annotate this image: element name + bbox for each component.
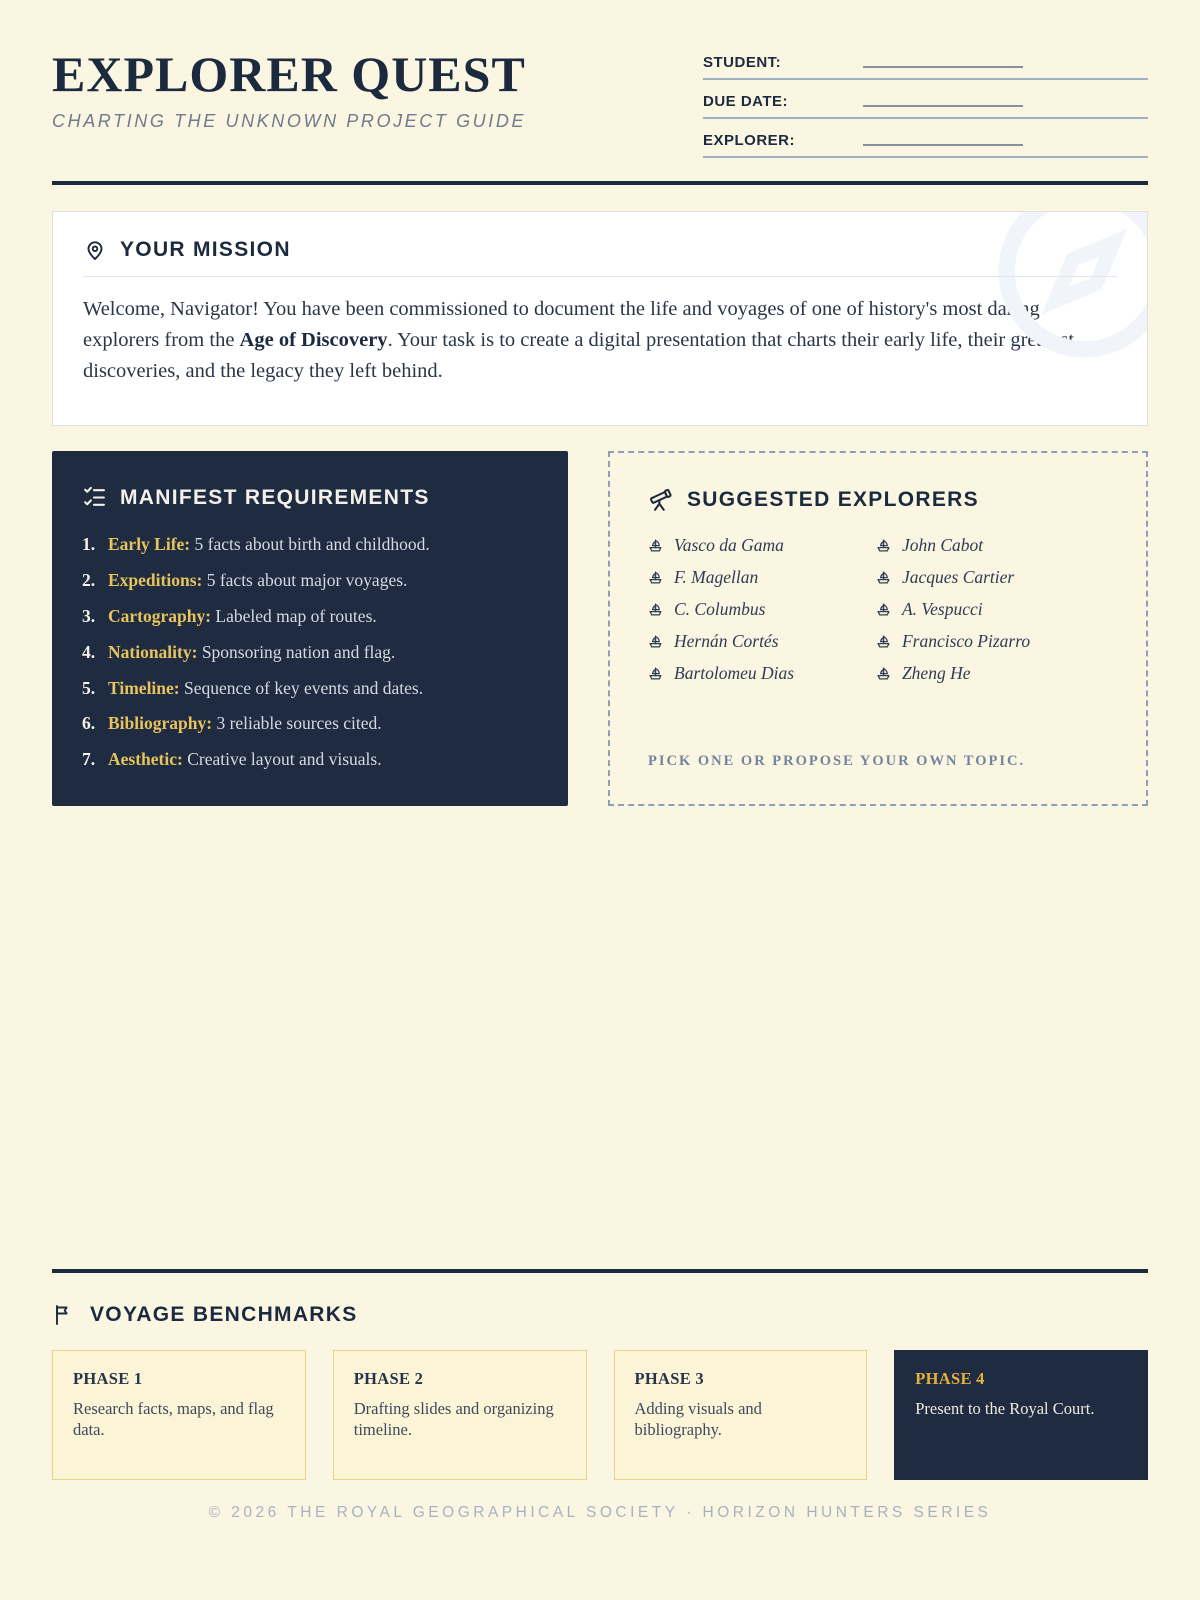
manifest-item — [82, 570, 538, 592]
manifest-item-desc: 3 reliable sources cited. — [216, 713, 382, 734]
explorer-name: Jacques Cartier — [901, 567, 1015, 587]
header-fields — [703, 48, 1148, 171]
explorer-item — [876, 567, 1088, 588]
explorer-item — [648, 535, 852, 556]
ship-icon — [648, 602, 663, 617]
explorer-name: Francisco Pizarro — [901, 631, 1031, 651]
manifest-item-desc: Creative layout and visuals. — [187, 749, 382, 770]
mission-body-text: . Your task is to create a digital presentation that charts their early life, their greatest discoveries, and the legacy they left behind. — [83, 329, 1075, 383]
explorer-item — [648, 599, 852, 620]
compass-watermark-icon — [977, 211, 1148, 379]
header — [52, 48, 1148, 171]
manifest-item-term: Expeditions: — [108, 569, 203, 590]
explorer-item — [876, 663, 1088, 684]
field-write-in-line[interactable] — [863, 56, 1023, 68]
benchmarks-divider — [52, 1269, 1148, 1273]
explorer-name: John Cabot — [901, 535, 984, 555]
manifest-item-term: Aesthetic: — [108, 749, 183, 770]
phase-desc: Research facts, maps, and flag data. — [73, 1399, 274, 1440]
manifest-item-number: 3. — [82, 605, 96, 626]
manifest-item-term: Bibliography: — [108, 713, 213, 734]
field-row — [703, 132, 1148, 158]
manifest-item-number: 5. — [82, 677, 96, 698]
map-pin-icon — [83, 238, 107, 262]
ship-icon — [876, 666, 891, 681]
field-write-in-line[interactable] — [863, 95, 1023, 107]
ship-icon — [876, 538, 891, 553]
header-divider — [52, 181, 1148, 185]
explorer-name: A. Vespucci — [901, 599, 983, 619]
manifest-item-desc: Sequence of key events and dates. — [184, 677, 424, 698]
explorer-item — [648, 631, 852, 652]
explorer-item — [648, 567, 852, 588]
field-label: EXPLORER: — [703, 132, 796, 149]
ship-icon — [876, 634, 891, 649]
manifest-item-term: Early Life: — [108, 534, 191, 554]
mission-body — [83, 294, 1113, 387]
checklist-icon — [82, 485, 107, 510]
explorer-name: Hernán Cortés — [674, 631, 779, 651]
phase-title: PHASE 1 — [73, 1369, 143, 1388]
field-label: DUE DATE: — [703, 93, 789, 110]
field-row — [703, 93, 1148, 119]
phase-desc: Present to the Royal Court. — [915, 1399, 1095, 1418]
explorer-name: Zheng He — [901, 663, 971, 683]
field-write-in-line[interactable] — [863, 134, 1023, 146]
manifest-item-number: 6. — [82, 713, 96, 734]
manifest-item — [82, 713, 538, 735]
page-title: EXPLORER QUEST — [52, 46, 526, 102]
explorers-title: SUGGESTED EXPLORERS — [687, 488, 979, 511]
manifest-item-desc: 5 facts about major voyages. — [206, 569, 408, 590]
ship-icon — [648, 570, 663, 585]
manifest-item-term: Cartography: — [108, 605, 212, 626]
ship-icon — [648, 634, 663, 649]
phase-card — [894, 1350, 1148, 1480]
manifest-item-term: Nationality: — [108, 641, 198, 662]
explorer-name: Bartolomeu Dias — [674, 663, 795, 683]
explorer-item — [876, 599, 1088, 620]
mission-body-bold: Age of Discovery — [239, 329, 388, 352]
ship-icon — [648, 538, 663, 553]
phase-desc: Adding visuals and bibliography. — [634, 1399, 762, 1440]
manifest-item-number: 1. — [82, 534, 96, 554]
manifest-item-number: 7. — [82, 749, 96, 770]
explorer-name: Vasco da Gama — [674, 535, 784, 555]
explorers-list — [648, 535, 1088, 684]
ship-icon — [876, 570, 891, 585]
manifest-item-number: 2. — [82, 569, 96, 590]
manifest-item — [82, 678, 538, 700]
flag-icon — [52, 1303, 76, 1327]
explorers-note: PICK ONE OR PROPOSE YOUR OWN TOPIC. — [648, 753, 1026, 769]
manifest-card — [52, 451, 568, 806]
manifest-item-desc: 5 facts about birth and childhood. — [194, 534, 430, 554]
title-block — [52, 48, 526, 171]
manifest-item-desc: Labeled map of routes. — [215, 605, 377, 626]
phase-desc: Drafting slides and organizing timeline. — [353, 1399, 554, 1440]
mission-title: YOUR MISSION — [120, 238, 291, 261]
manifest-item — [82, 534, 538, 556]
explorer-name: F. Magellan — [674, 567, 759, 587]
ship-icon — [648, 666, 663, 681]
field-row — [703, 54, 1148, 80]
manifest-item — [82, 642, 538, 664]
field-label: STUDENT: — [703, 54, 782, 71]
manifest-title: MANIFEST REQUIREMENTS — [120, 485, 430, 509]
manifest-list — [82, 534, 538, 771]
page-subtitle: CHARTING THE UNKNOWN PROJECT GUIDE — [52, 110, 527, 131]
ship-icon — [876, 602, 891, 617]
explorer-item — [876, 535, 1088, 556]
telescope-icon — [648, 487, 674, 513]
manifest-item-term: Timeline: — [108, 677, 180, 698]
phase-card — [333, 1350, 587, 1480]
manifest-item — [82, 606, 538, 628]
benchmarks-title: VOYAGE BENCHMARKS — [90, 1303, 358, 1326]
footer-credit: © 2026 THE ROYAL GEOGRAPHICAL SOCIETY · HORIZON HUNTERS SERIES — [208, 1504, 992, 1521]
phase-title: PHASE 2 — [353, 1369, 424, 1388]
mission-body-text: Welcome, Navigator! You have been commissioned to document the life and voyages of one of history's most daring explorers from the — [83, 298, 1040, 352]
phase-title: PHASE 3 — [634, 1369, 704, 1388]
explorer-item — [648, 663, 852, 684]
explorer-item — [876, 631, 1088, 652]
phase-title: PHASE 4 — [915, 1369, 985, 1388]
manifest-item — [82, 749, 538, 771]
manifest-item-desc: Sponsoring nation and flag. — [201, 641, 396, 662]
phase-card — [614, 1350, 868, 1480]
mission-card — [52, 211, 1148, 426]
phase-card — [52, 1350, 306, 1480]
phases-row — [52, 1350, 1148, 1480]
explorer-name: C. Columbus — [674, 599, 766, 619]
suggested-explorers-card — [608, 451, 1148, 806]
manifest-item-number: 4. — [82, 641, 96, 662]
